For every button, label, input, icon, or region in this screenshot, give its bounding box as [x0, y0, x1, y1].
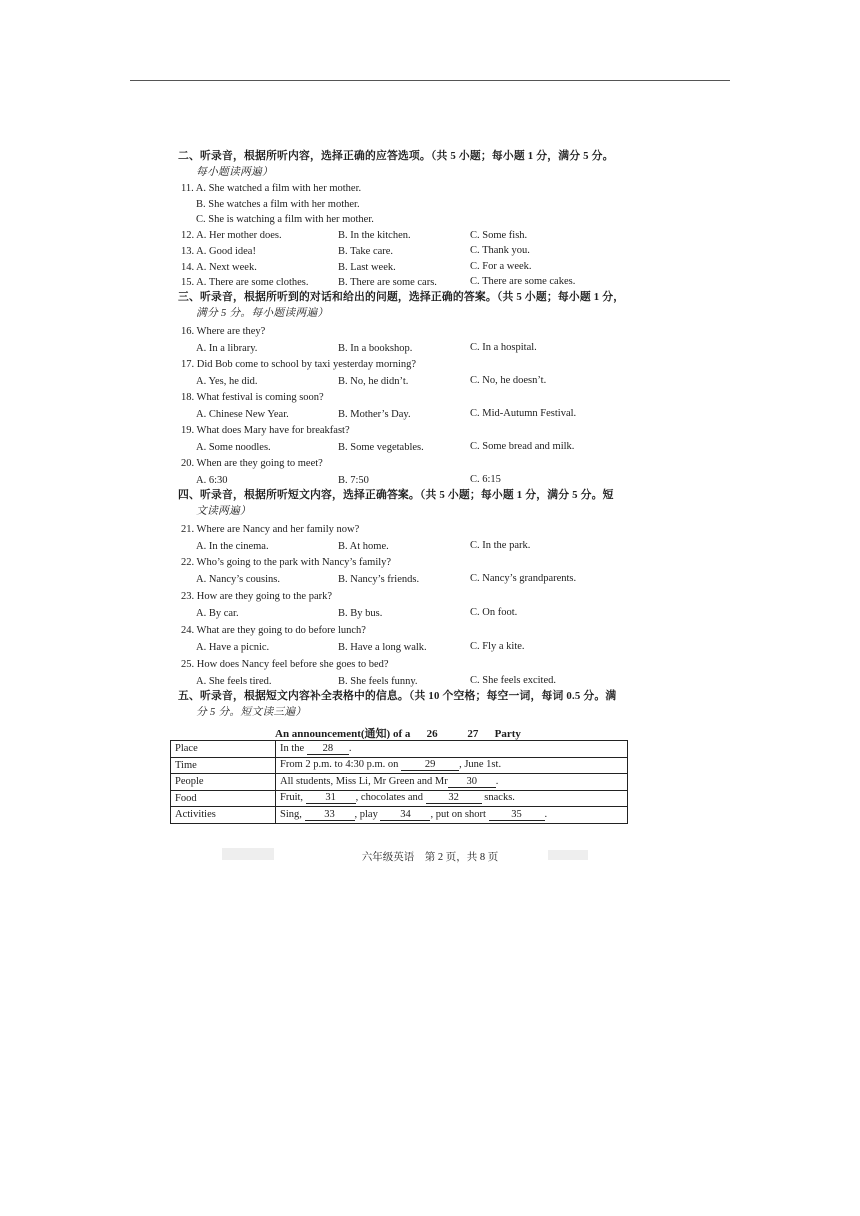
q12-option-c: C. Some fish. — [470, 230, 528, 241]
q24-option-b: B. Have a long walk. — [338, 642, 427, 653]
row-text: From 2 p.m. to 4:30 p.m. on — [280, 759, 399, 771]
row-text: , play — [354, 808, 378, 820]
q25-option-b: B. She feels funny. — [338, 676, 418, 687]
section-3-heading: 三、听录音，根据所听到的对话和给出的问题，选择正确的答案。（共 5 小题；每小题 1 分， — [178, 291, 625, 303]
top-rule — [130, 80, 730, 81]
q14-option-b: B. Last week. — [338, 262, 396, 273]
q24-question: 24. What are they going to do before lunch? — [181, 625, 366, 636]
q18-question: 18. What festival is coming soon? — [181, 392, 324, 403]
table-row — [171, 807, 628, 824]
table-row — [171, 741, 628, 758]
q13-option-b: B. Take care. — [338, 246, 394, 257]
q18-option-b: B. Mother’s Day. — [338, 409, 411, 420]
q16-option-a: A. In a library. — [196, 343, 258, 354]
row-text: , chocolates and — [355, 792, 424, 804]
q23-question: 23. How are they going to the park? — [181, 591, 333, 602]
q24-option-c: C. Fly a kite. — [470, 641, 525, 652]
row-content — [276, 774, 628, 791]
q22-option-c: C. Nancy’s grandparents. — [470, 573, 577, 584]
row-text: , June 1st. — [459, 759, 502, 771]
row-content — [276, 807, 628, 824]
row-text: All students, Miss Li, Mr Green and Mr — [280, 775, 448, 787]
q21-option-b: B. At home. — [338, 541, 389, 552]
row-content — [276, 757, 628, 774]
section-5-heading: 五、听录音，根据短文内容补全表格中的信息。（共 10 个空格；每空一词，每词 0.5 分。满 — [178, 690, 617, 702]
q23-option-c: C. On foot. — [470, 607, 518, 618]
row-text: snacks. — [484, 792, 515, 804]
row-text: In the — [280, 742, 305, 754]
q12-option-a: 12. A. Her mother does. — [181, 230, 282, 241]
q17-question: 17. Did Bob come to school by taxi yesterday morning? — [181, 359, 417, 370]
blank-31: 31 — [306, 792, 356, 804]
blank-34: 34 — [380, 809, 430, 821]
blank-33: 33 — [305, 809, 355, 821]
row-text: Sing, — [280, 808, 302, 820]
q20-question: 20. When are they going to meet? — [181, 458, 323, 469]
row-text: Fruit, — [280, 792, 304, 804]
q16-option-b: B. In a bookshop. — [338, 343, 413, 354]
q13-option-a: 13. A. Good idea! — [181, 246, 256, 257]
q19-option-c: C. Some bread and milk. — [470, 441, 575, 452]
table-row — [171, 757, 628, 774]
q19-option-b: B. Some vegetables. — [338, 442, 424, 453]
row-label: Food — [171, 790, 276, 807]
row-text: . — [544, 808, 548, 820]
page-footer: 六年级英语 第 2 页，共 8 页 — [361, 852, 499, 863]
q18-option-c: C. Mid-Autumn Festival. — [470, 408, 577, 419]
table-row — [171, 790, 628, 807]
q17-option-b: B. No, he didn’t. — [338, 376, 409, 387]
q20-option-b: B. 7:50 — [338, 475, 369, 486]
section-3-heading-cont: 满分 5 分。每小题读两遍） — [196, 307, 329, 319]
q23-option-b: B. By bus. — [338, 608, 383, 619]
q11-option-b: B. She watches a film with her mother. — [196, 199, 360, 210]
row-text: , put on short — [430, 808, 486, 820]
q16-question: 16. Where are they? — [181, 326, 266, 337]
row-label: People — [171, 774, 276, 791]
blank-26: 26 — [413, 728, 451, 741]
q14-option-a: 14. A. Next week. — [181, 262, 257, 273]
q22-question: 22. Who’s going to the park with Nancy’s family? — [181, 557, 392, 568]
row-label: Activities — [171, 807, 276, 824]
blank-27: 27 — [454, 728, 492, 741]
row-label: Place — [171, 741, 276, 758]
section-4-heading-cont: 文读两遍） — [196, 505, 251, 517]
q21-question: 21. Where are Nancy and her family now? — [181, 524, 360, 535]
q15-option-b: B. There are some cars. — [338, 277, 437, 288]
q14-option-c: C. For a week. — [470, 261, 532, 272]
q24-option-a: A. Have a picnic. — [196, 642, 270, 653]
blank-32: 32 — [426, 792, 482, 804]
q12-option-b: B. In the kitchen. — [338, 230, 411, 241]
q25-option-a: A. She feels tired. — [196, 676, 272, 687]
q18-option-a: A. Chinese New Year. — [196, 409, 289, 420]
q19-option-a: A. Some noodles. — [196, 442, 271, 453]
announcement-title-suffix: Party — [494, 728, 521, 740]
q25-option-c: C. She feels excited. — [470, 675, 557, 686]
section-5-heading-cont: 分 5 分。短文读三遍） — [196, 706, 307, 718]
q20-option-c: C. 6:15 — [470, 474, 501, 485]
row-content — [276, 790, 628, 807]
row-text: . — [495, 775, 499, 787]
q19-question: 19. What does Mary have for breakfast? — [181, 425, 350, 436]
q17-option-c: C. No, he doesn’t. — [470, 375, 547, 386]
row-text: . — [348, 742, 352, 754]
table-row — [171, 774, 628, 791]
section-4-heading: 四、听录音，根据所听短文内容，选择正确答案。（共 5 小题；每小题 1 分，满分 5 分。短 — [178, 489, 614, 501]
q23-option-a: A. By car. — [196, 608, 239, 619]
row-label: Time — [171, 757, 276, 774]
q17-option-a: A. Yes, he did. — [196, 376, 258, 387]
q15-option-c: C. There are some cakes. — [470, 276, 576, 287]
q25-question: 25. How does Nancy feel before she goes to bed? — [181, 659, 389, 670]
q21-option-c: C. In the park. — [470, 540, 531, 551]
announcement-table — [170, 740, 628, 824]
q21-option-a: A. In the cinema. — [196, 541, 269, 552]
blank-29: 29 — [401, 759, 459, 771]
section-2-heading: 二、听录音，根据所听内容，选择正确的应答选项。（共 5 小题；每小题 1 分，满分 5 分。 — [178, 150, 614, 162]
q11-option-c: C. She is watching a film with her mother. — [196, 214, 374, 225]
blank-28: 28 — [307, 743, 349, 755]
q11-option-a: 11. A. She watched a film with her mother. — [181, 183, 362, 194]
q15-option-a: 15. A. There are some clothes. — [181, 277, 309, 288]
blank-30: 30 — [448, 776, 496, 788]
q16-option-c: C. In a hospital. — [470, 342, 537, 353]
announcement-title — [275, 725, 521, 741]
q22-option-a: A. Nancy’s cousins. — [196, 574, 280, 585]
blank-35: 35 — [489, 809, 545, 821]
q13-option-c: C. Thank you. — [470, 245, 530, 256]
section-2-heading-cont: 每小题读两遍） — [196, 166, 273, 178]
announcement-title-prefix: An announcement(通知) of a — [275, 728, 411, 740]
q22-option-b: B. Nancy’s friends. — [338, 574, 420, 585]
row-content — [276, 741, 628, 758]
q20-option-a: A. 6:30 — [196, 475, 228, 486]
